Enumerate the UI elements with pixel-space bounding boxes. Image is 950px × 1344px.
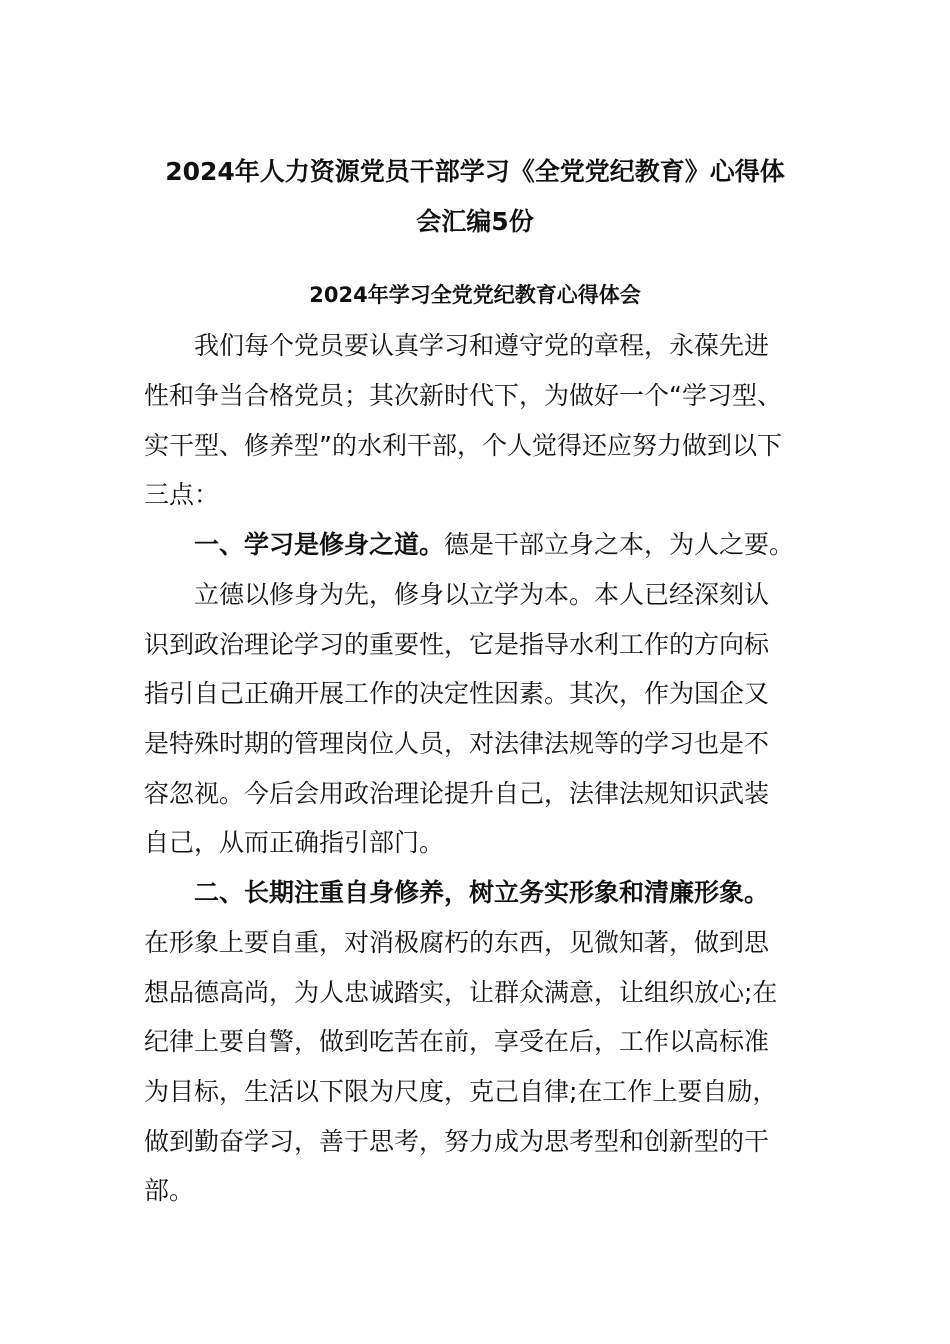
paragraph-3-line: 指引自己正确开展工作的决定性因素。其次，作为国企又 bbox=[144, 679, 770, 708]
paragraph-4-line: 在形象上要自重，对消极腐朽的东西，见微知著，做到思 bbox=[144, 928, 770, 957]
paragraph-3-line: 容忽视。今后会用政治理论提升自己，法律法规知识武装 bbox=[144, 779, 770, 808]
paragraph-3-line: 识到政治理论学习的重要性，它是指导水利工作的方向标 bbox=[144, 630, 770, 659]
paragraph-3-line: 自己，从而正确指引部门。 bbox=[144, 828, 445, 857]
paragraph-4-line: 部。 bbox=[144, 1176, 195, 1205]
paragraph-1-line: 三点： bbox=[144, 480, 220, 509]
paragraph-3-line: 是特殊时期的管理岗位人员，对法律法规等的学习也是不 bbox=[144, 729, 770, 758]
paragraph-1-line: 实干型、修养型”的水利干部，个人觉得还应努力做到以下 bbox=[144, 431, 782, 460]
point-one-heading: 一、学习是修身之道。 bbox=[194, 530, 445, 559]
section-subtitle: 2024年学习全党党纪教育心得体会 bbox=[309, 283, 641, 307]
paragraph-1-line: 性和争当合格党员；其次新时代下，为做好一个“学习型、 bbox=[144, 381, 782, 410]
paragraph-4-line: 做到勤奋学习，善于思考，努力成为思考型和创新型的干 bbox=[144, 1127, 770, 1156]
point-one-text: 德是干部立身之本，为人之要。 bbox=[444, 530, 795, 559]
document-title-line-2: 会汇编5份 bbox=[416, 207, 534, 236]
paragraph-4-line: 想品德高尚，为人忠诚踏实，让群众满意，让组织放心;在 bbox=[144, 978, 778, 1007]
paragraph-4-line: 为目标，生活以下限为尺度，克己自律;在工作上要自励， bbox=[144, 1077, 778, 1106]
paragraph-1-line: 我们每个党员要认真学习和遵守党的章程，永葆先进 bbox=[194, 331, 770, 360]
paragraph-3-line: 立德以修身为先，修身以立学为本。本人已经深刻认 bbox=[194, 580, 770, 609]
document-title-line-1: 2024年人力资源党员干部学习《全党党纪教育》心得体 bbox=[165, 157, 785, 186]
paragraph-4-line: 纪律上要自警，做到吃苦在前，享受在后，工作以高标准 bbox=[144, 1027, 770, 1056]
paragraph-2 bbox=[194, 529, 824, 561]
point-two-heading: 二、长期注重自身修养，树立务实形象和清廉形象。 bbox=[194, 878, 770, 907]
